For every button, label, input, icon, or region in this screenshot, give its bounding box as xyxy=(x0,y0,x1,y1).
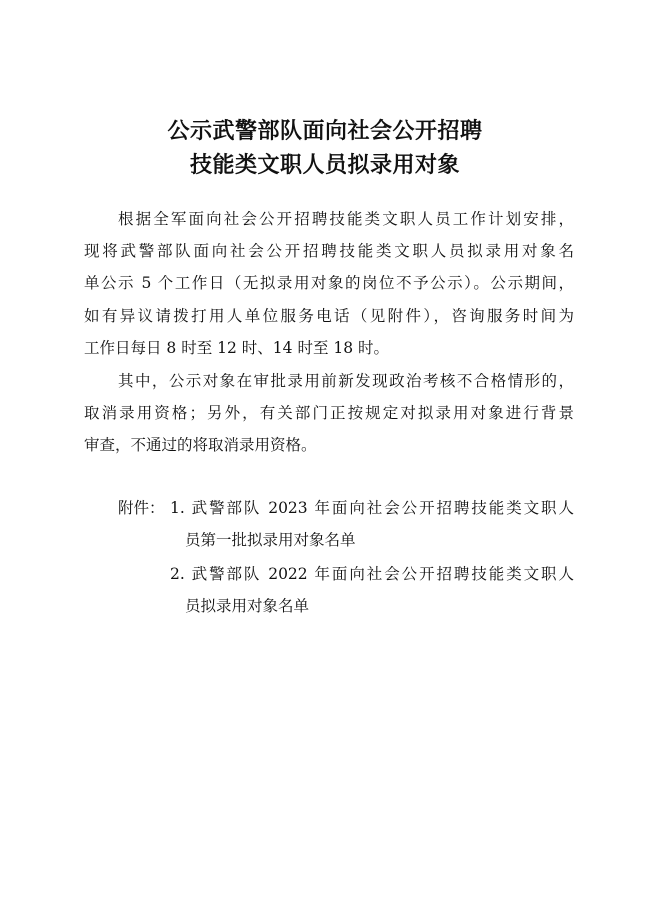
paragraph-line: 审查，不通过的将取消录用资格。 xyxy=(84,436,317,454)
attachment-item-line: 1. 武警部队 2023 年面向社会公开招聘技能类文职人 xyxy=(170,499,574,517)
attachment-item-line: 2. 武警部队 2022 年面向社会公开招聘技能类文职人 xyxy=(170,565,574,583)
paragraph-line: 如有异议请拨打用人单位服务电话（见附件），咨询服务时间为 xyxy=(84,307,574,325)
paragraph-line: 其中，公示对象在审批录用前新发现政治考核不合格情形的， xyxy=(118,372,574,390)
document-title-line-1: 公示武警部队面向社会公开招聘 xyxy=(167,118,483,144)
paragraph-line: 现将武警部队面向社会公开招聘技能类文职人员拟录用对象名 xyxy=(84,242,574,260)
attachments-label: 附件： xyxy=(118,499,165,517)
attachment-item-line: 员拟录用对象名单 xyxy=(185,597,310,615)
paragraph-line: 取消录用资格；另外，有关部门正按规定对拟录用对象进行背景 xyxy=(84,404,574,422)
document-title-line-2: 技能类文职人员拟录用对象 xyxy=(189,152,460,178)
paragraph-line: 单公示 5 个工作日（无拟录用对象的岗位不予公示）。公示期间， xyxy=(84,274,574,292)
paragraph-line: 根据全军面向社会公开招聘技能类文职人员工作计划安排， xyxy=(118,210,574,228)
attachment-item-line: 员第一批拟录用对象名单 xyxy=(185,531,356,549)
paragraph-line: 工作日每日 8 时至 12 时、14 时至 18 时。 xyxy=(84,339,390,357)
